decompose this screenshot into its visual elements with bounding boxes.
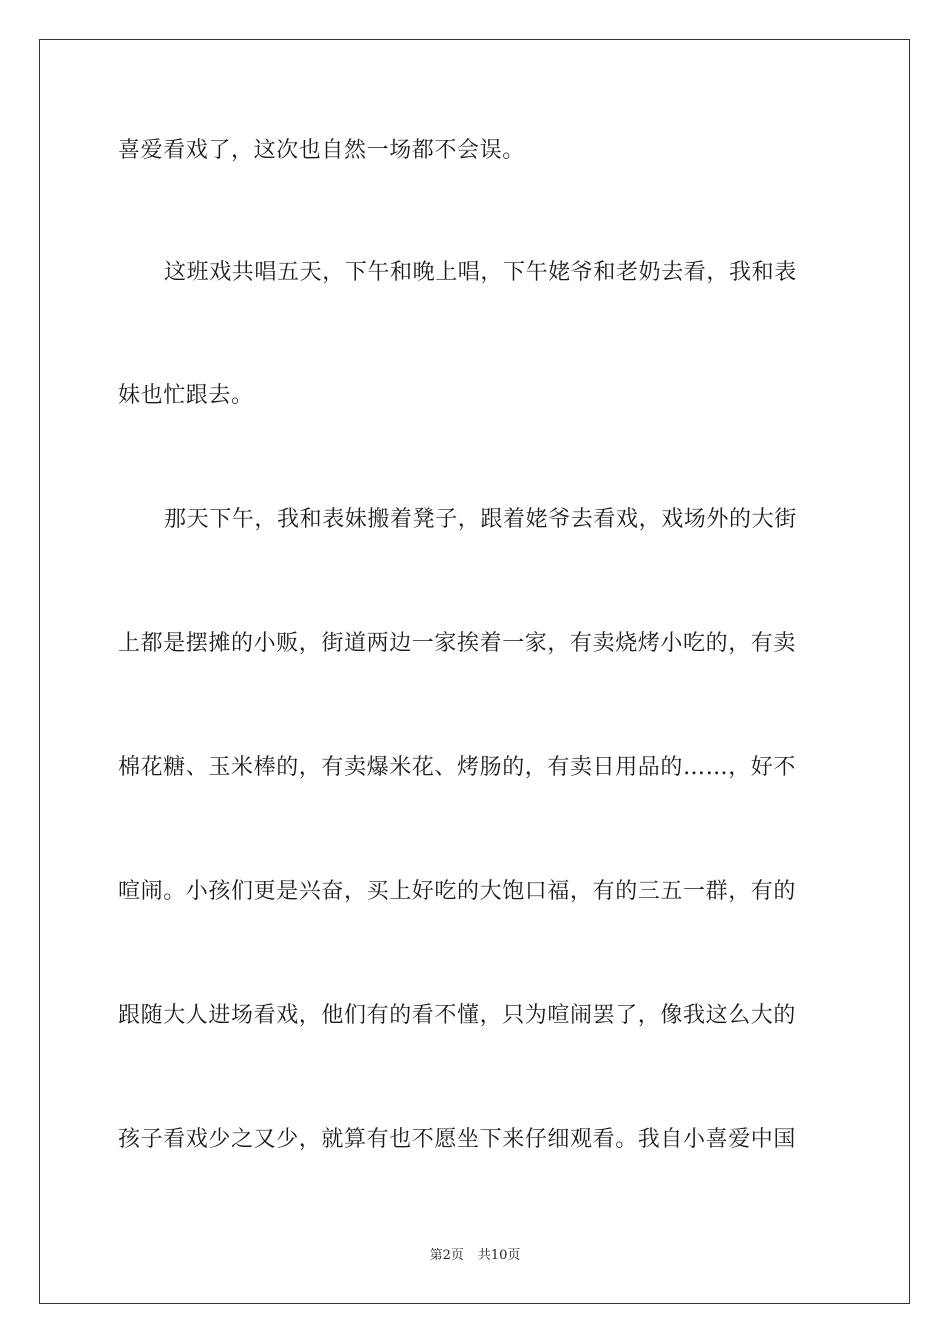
paragraph-line-1: 喜爱看戏了，这次也自然一场都不会误。: [118, 138, 525, 163]
paragraph-line-5: 上都是摆摊的小贩，街道两边一家挨着一家，有卖烧烤小吃的，有卖: [118, 631, 797, 656]
paragraph-line-7: 喧闹。小孩们更是兴奋，买上好吃的大饱口福，有的三五一群，有的: [118, 879, 797, 904]
paragraph-line-3: 妹也忙跟去。: [118, 383, 254, 408]
paragraph-line-2: 这班戏共唱五天，下午和晚上唱，下午姥爷和老奶去看，我和表: [164, 260, 797, 285]
page-border: [39, 39, 910, 1304]
page-total: 共10页: [477, 1248, 521, 1263]
paragraph-line-6: 棉花糖、玉米棒的，有卖爆米花、烤肠的，有卖日用品的……，好不: [118, 755, 797, 780]
paragraph-line-4: 那天下午，我和表妹搬着凳子，跟着姥爷去看戏，戏场外的大街: [164, 507, 797, 532]
page-footer: [0, 1244, 950, 1263]
paragraph-line-8: 跟随大人进场看戏，他们有的看不懂，只为喧闹罢了，像我这么大的: [118, 1003, 797, 1028]
page-number: 第2页: [429, 1248, 464, 1263]
paragraph-line-9: 孩子看戏少之又少，就算有也不愿坐下来仔细观看。我自小喜爱中国: [118, 1127, 797, 1152]
